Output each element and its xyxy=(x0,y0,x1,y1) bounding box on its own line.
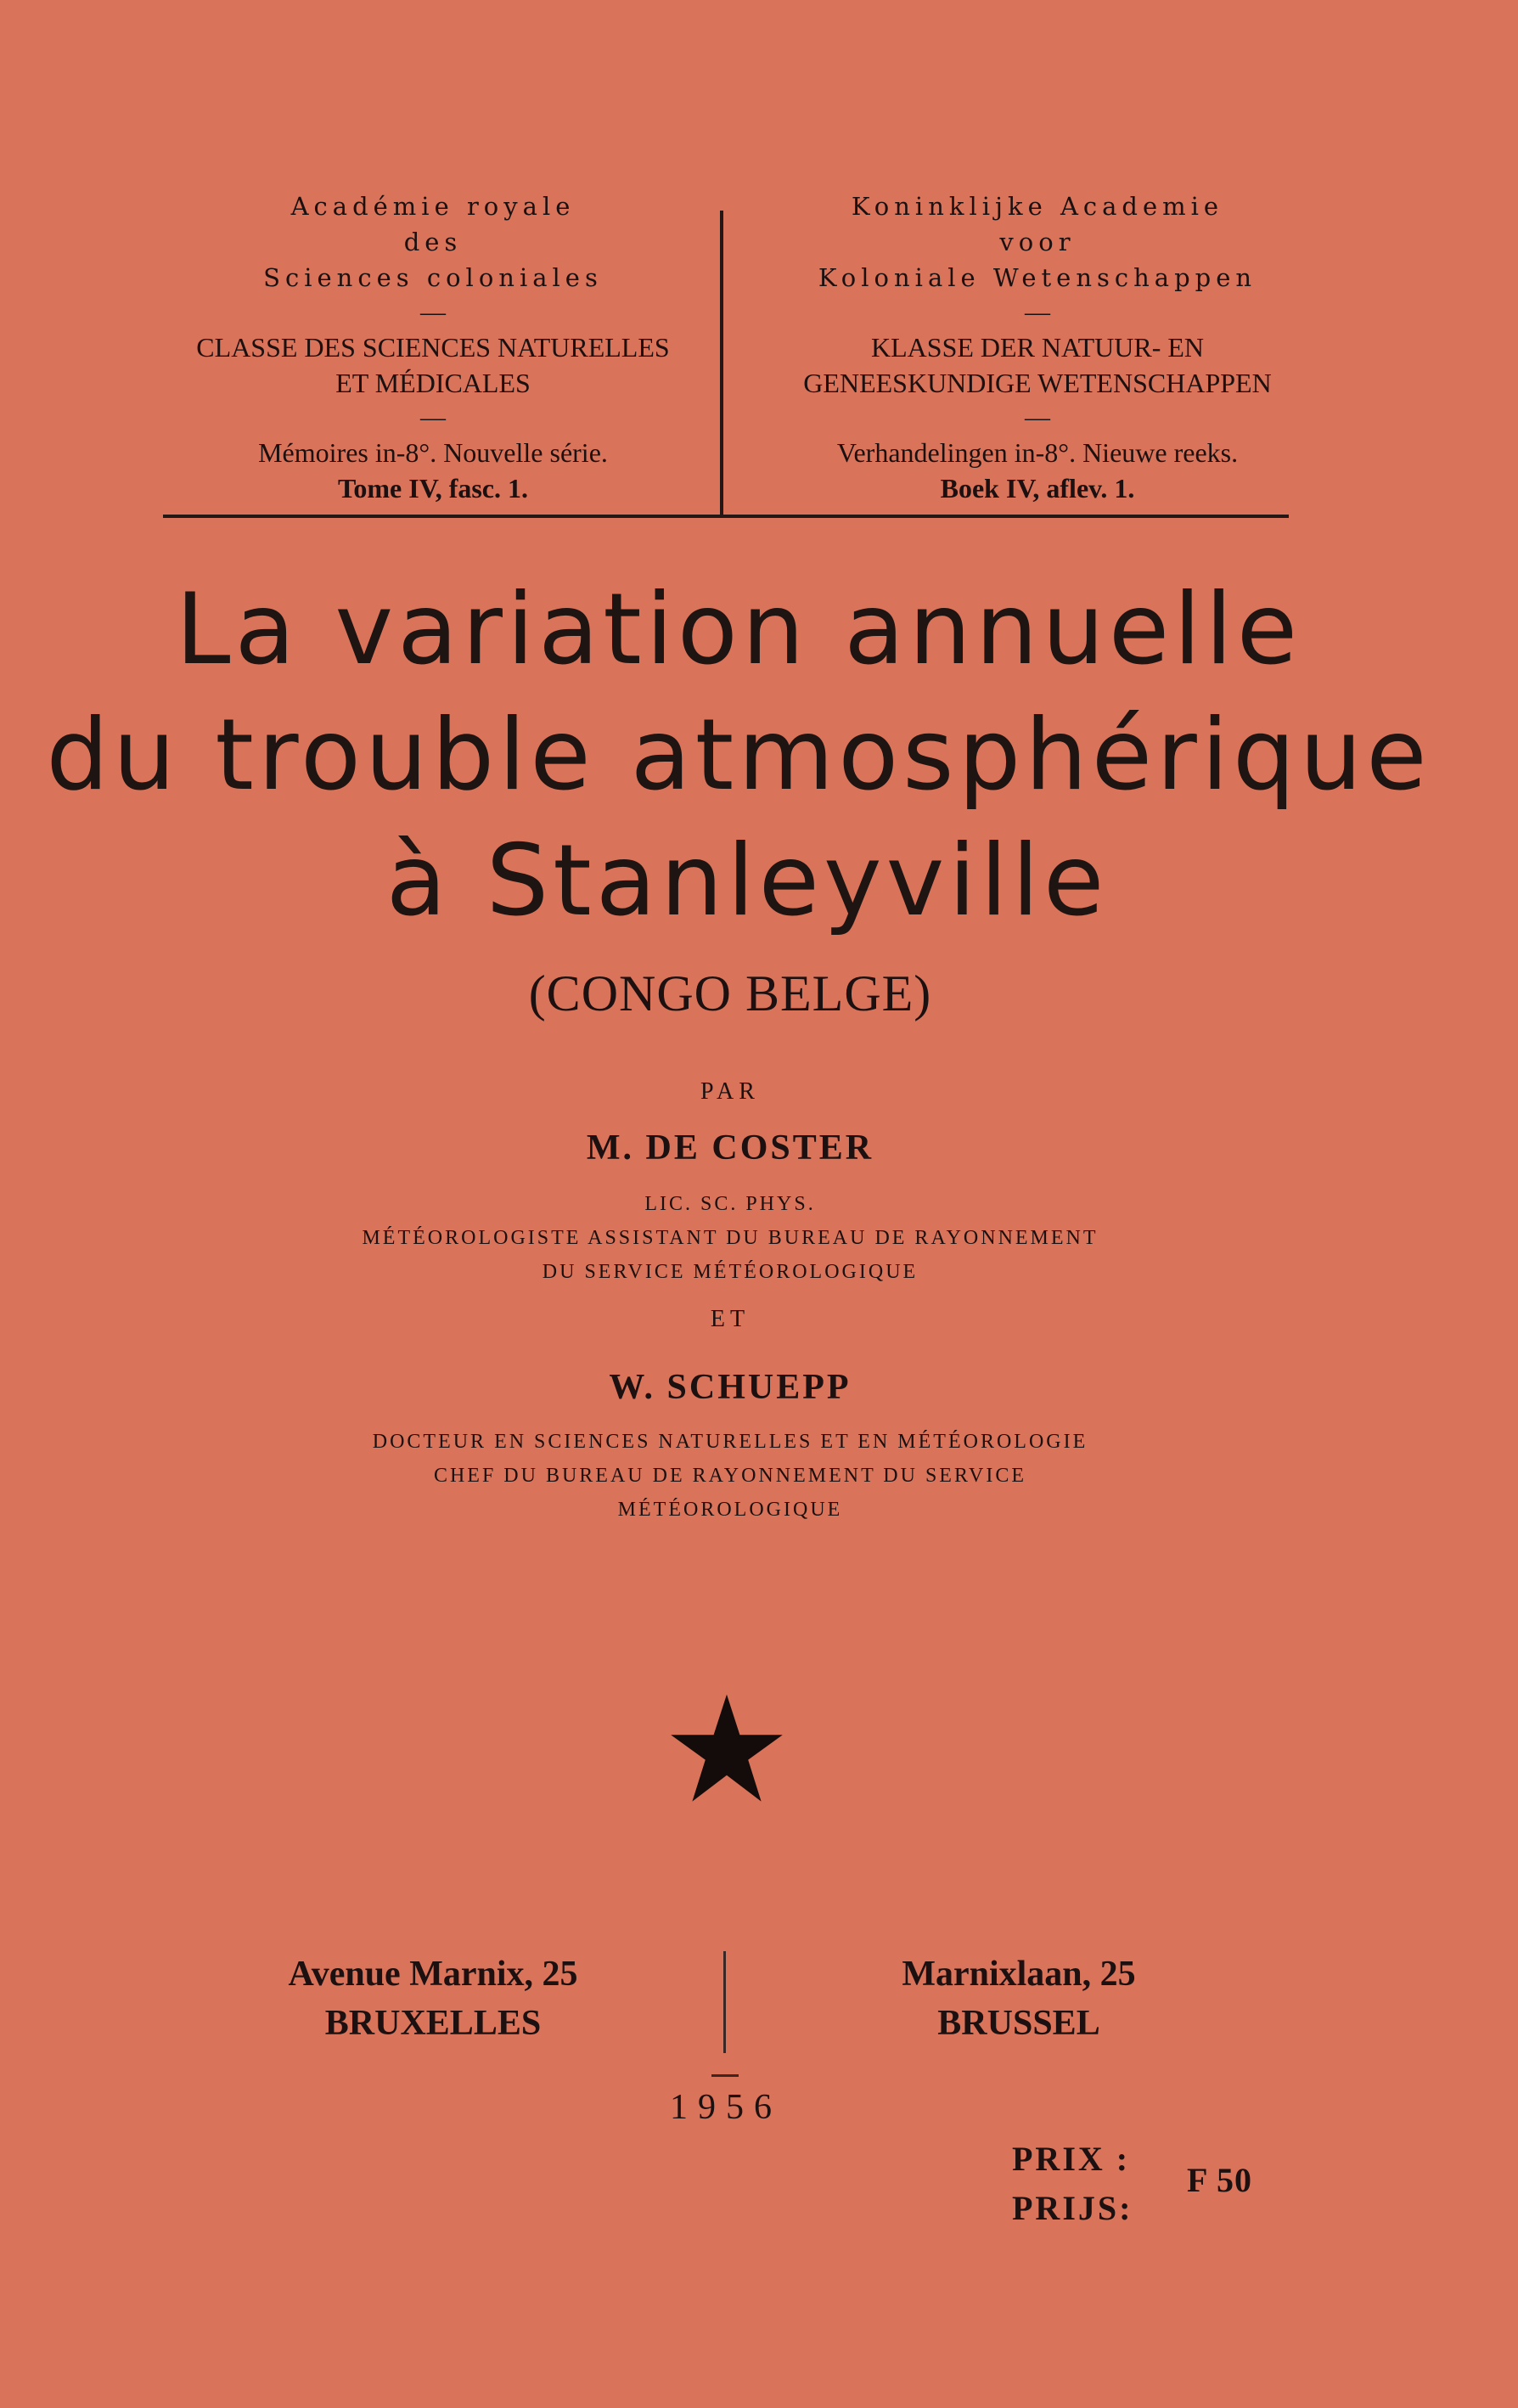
star-icon xyxy=(667,1690,786,1809)
volume-nl: Boek IV, aflev. 1. xyxy=(940,473,1135,504)
title-line-1: La variation annuelle xyxy=(175,572,1302,687)
academy-name-fr-line2: des xyxy=(403,228,463,256)
address-fr-street: Avenue Marnix, 25 xyxy=(288,1955,578,1994)
year-dash xyxy=(711,2074,739,2077)
academy-name-nl-line2: voor xyxy=(999,228,1076,256)
author-2-role-line1: DOCTEUR EN SCIENCES NATURELLES ET EN MÉTÉOROLOGIE xyxy=(372,1431,1088,1453)
header-right-column xyxy=(732,188,1343,506)
price-label-nl: PRIJS: xyxy=(1012,2189,1133,2227)
title-line-2: du trouble atmosphérique xyxy=(46,698,1431,813)
price-label-fr: PRIX : xyxy=(1012,2140,1131,2178)
series-fr: Mémoires in-8°. Nouvelle série. xyxy=(258,437,608,468)
header-rule xyxy=(163,515,1289,518)
author-2-name: W. SCHUEPP xyxy=(609,1368,852,1407)
class-name-fr-line2: ET MÉDICALES xyxy=(335,368,531,398)
academy-name-fr-line3: Sciences coloniales xyxy=(263,263,603,292)
header-right-dash-2: — xyxy=(1025,403,1050,431)
address-nl xyxy=(815,1949,1223,2048)
academy-name-nl-line3: Koloniale Wetenschappen xyxy=(818,263,1257,292)
header-left-dash-2: — xyxy=(420,403,446,431)
price-value: F 50 xyxy=(1187,2161,1252,2199)
header-left-column xyxy=(153,188,713,506)
author-1-role-line2: DU SERVICE MÉTÉOROLOGIQUE xyxy=(542,1261,919,1283)
class-name-nl-line1: KLASSE DER NATUUR- EN xyxy=(871,332,1204,363)
header-left-dash-1: — xyxy=(420,298,446,326)
address-nl-street: Marnixlaan, 25 xyxy=(902,1955,1136,1994)
address-fr-city: BRUXELLES xyxy=(324,2004,542,2043)
series-nl: Verhandelingen in-8°. Nieuwe reeks. xyxy=(836,437,1239,468)
par-label: PAR xyxy=(700,1078,760,1105)
author-2-role-line3: MÉTÉOROLOGIQUE xyxy=(617,1499,843,1521)
price-labels xyxy=(1012,2135,1133,2233)
academy-name-nl-line1: Koninklijke Academie xyxy=(851,192,1224,221)
class-name-fr-line1: CLASSE DES SCIENCES NATURELLES xyxy=(196,332,670,363)
author-2-info xyxy=(0,1425,1460,1527)
address-fr xyxy=(229,1949,637,2048)
subtitle: (CONGO BELGE) xyxy=(528,965,932,1021)
volume-fr: Tome IV, fasc. 1. xyxy=(337,473,528,504)
academy-name-fr-line1: Académie royale xyxy=(290,192,576,221)
title-line-3: à Stanleyville xyxy=(385,824,1109,938)
header-divider xyxy=(720,211,723,515)
class-name-nl-line2: GENEESKUNDIGE WETENSCHAPPEN xyxy=(803,368,1272,398)
author-2-role-line2: CHEF DU BUREAU DE RAYONNEMENT DU SERVICE xyxy=(433,1465,1027,1487)
author-1-info xyxy=(0,1187,1460,1289)
author-1-degree: LIC. SC. PHYS. xyxy=(644,1193,816,1215)
address-nl-city: BRUSSEL xyxy=(937,2004,1100,2043)
publication-year: 1956 xyxy=(670,2088,782,2127)
et-label: ET xyxy=(710,1306,751,1332)
author-1-role-line1: MÉTÉOROLOGISTE ASSISTANT DU BUREAU DE RAYONNEMENT xyxy=(362,1227,1099,1249)
author-1-name: M. DE COSTER xyxy=(586,1128,874,1167)
header-right-dash-1: — xyxy=(1025,298,1050,326)
footer-divider xyxy=(723,1951,726,2053)
